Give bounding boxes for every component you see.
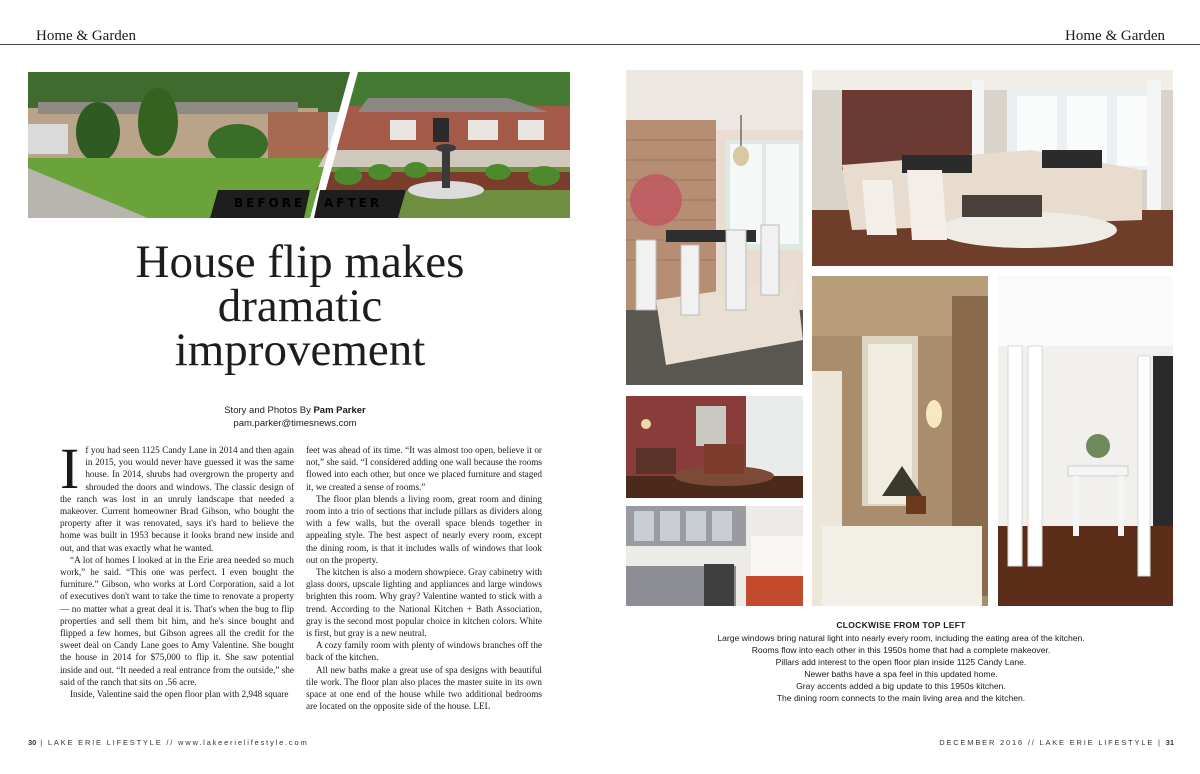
page-number-right: 31 xyxy=(1165,738,1174,747)
before-label: BEFORE xyxy=(234,196,306,210)
photo-bath xyxy=(812,276,988,606)
section-label-right: Home & Garden xyxy=(1065,28,1165,44)
section-label-left: Home & Garden xyxy=(36,28,136,44)
photo-dining-room xyxy=(626,396,803,498)
caption-line: Gray accents added a big update to this 1950s kitchen. xyxy=(796,681,1006,691)
paragraph: f you had seen 1125 Candy Lane in 2014 and then again in 2015, you would never have guessed it was the same house. In 2014, shrubs had overgrown the property and shrouded the doors and windows. The classic design of the ranch was lost in an unruly landscape that needed a makeover. Current homeowner Brad Gibson, who bought the property after it was renovated, says it's hard to believe the home was built in 1953 because it looks brand new inside and out, and that was exactly what he wanted. xyxy=(60,445,294,553)
caption-line: Pillars add interest to the open floor plan inside 1125 Candy Lane. xyxy=(775,657,1027,667)
paragraph: feet was ahead of its time. “It was almost too open, believe it or not,” she said. “I considered adding one wall because the rooms flowed into each other, but once we placed furniture and staged it, we created a sense of rooms.” xyxy=(306,445,542,492)
caption-title: CLOCKWISE FROM TOP LEFT xyxy=(836,620,966,630)
caption-line: The dining room connects to the main living area and the kitchen. xyxy=(776,693,1026,703)
caption-line: Large windows bring natural light into nearly every room, including the eating area of the kitchen. xyxy=(717,633,1085,643)
header-rule-right xyxy=(600,44,1200,45)
footer-right-text: DECEMBER 2016 // LAKE ERIE LIFESTYLE xyxy=(939,738,1155,747)
caption-line: Newer baths have a spa feel in this updated home. xyxy=(804,669,998,679)
page-number-left: 30 xyxy=(28,738,37,747)
caption-line: Rooms flow into each other in this 1950s home that had a complete makeover. xyxy=(751,645,1051,655)
article-title: House flip makes dramatic improvement xyxy=(135,236,465,376)
paragraph: The floor plan blends a living room, great room and dining room into a trio of sections that include pillars as dividers along with a few walls, but the overall space blends together in appealing style. The best aspect of nearly every room, except the dining room, is that it includes walls of windows that look out on the property. xyxy=(306,493,542,565)
byline xyxy=(150,404,440,430)
photo-kitchen-eating-area xyxy=(626,70,803,385)
paragraph: A cozy family room with plenty of windows branches off the back of the kitchen. xyxy=(306,640,542,663)
article-column-1 xyxy=(60,436,294,700)
article-column-2 xyxy=(306,444,542,712)
paragraph: Inside, Valentine said the open floor plan with 2,948 square xyxy=(70,689,289,700)
byline-author: Pam Parker xyxy=(313,405,366,416)
paragraph: All new baths make a great use of spa designs with beautiful tile work. The floor plan also places the master suite in its own space at one end of the house while two additional bedrooms are located on the opposite side of the house. LEL xyxy=(306,664,542,712)
footer-right: DECEMBER 2016 // LAKE ERIE LIFESTYLE | 31 xyxy=(939,738,1174,747)
photo-living-room xyxy=(812,70,1173,266)
footer-left-text: LAKE ERIE LIFESTYLE // www.lakeerielifestyle.com xyxy=(47,738,309,747)
byline-email[interactable]: pam.parker@timesnews.com xyxy=(233,418,357,429)
header-rule-left xyxy=(0,44,600,45)
footer-left: 30 | LAKE ERIE LIFESTYLE // www.lakeerielifestyle.com xyxy=(28,738,309,747)
photo-gray-kitchen xyxy=(626,506,803,606)
byline-prefix: Story and Photos By xyxy=(224,405,311,416)
drop-cap: I xyxy=(60,436,80,501)
before-after-photo xyxy=(28,72,570,218)
photo-pillars xyxy=(998,276,1173,606)
paragraph: “A lot of homes I looked at in the Erie area needed so much work,” he said. “This one was perfect. I even bought the furniture.” Gibson, who works at Lord Corporation, said a lot of executives don't want to take the time to renovate a property — no matter what a great deal it is. That's when the bug to flip properties and sell them bit him, and he's since bought and flipped a few homes, but Gibson agrees all the credit for the sweet deal on Candy Lane goes to Amy Valentine. She bought the house in 2014 for $75,000 to flip it. She saw potential inside and out. “It needed a real entrance from the outside,” she said of the ranch that sits on .56 acre. xyxy=(60,554,294,687)
paragraph: The kitchen is also a modern showpiece. Gray cabinetry with glass doors, upscale lighting and appliances and large windows brighten this room. Why gray? Valentine wanted to stick with a trend. According to the National Kitchen + Bath Association, gray is the second most popular choice in kitchen colors. White is first, but gray is a new neutral. xyxy=(306,567,542,639)
after-label: AFTER xyxy=(324,196,383,210)
